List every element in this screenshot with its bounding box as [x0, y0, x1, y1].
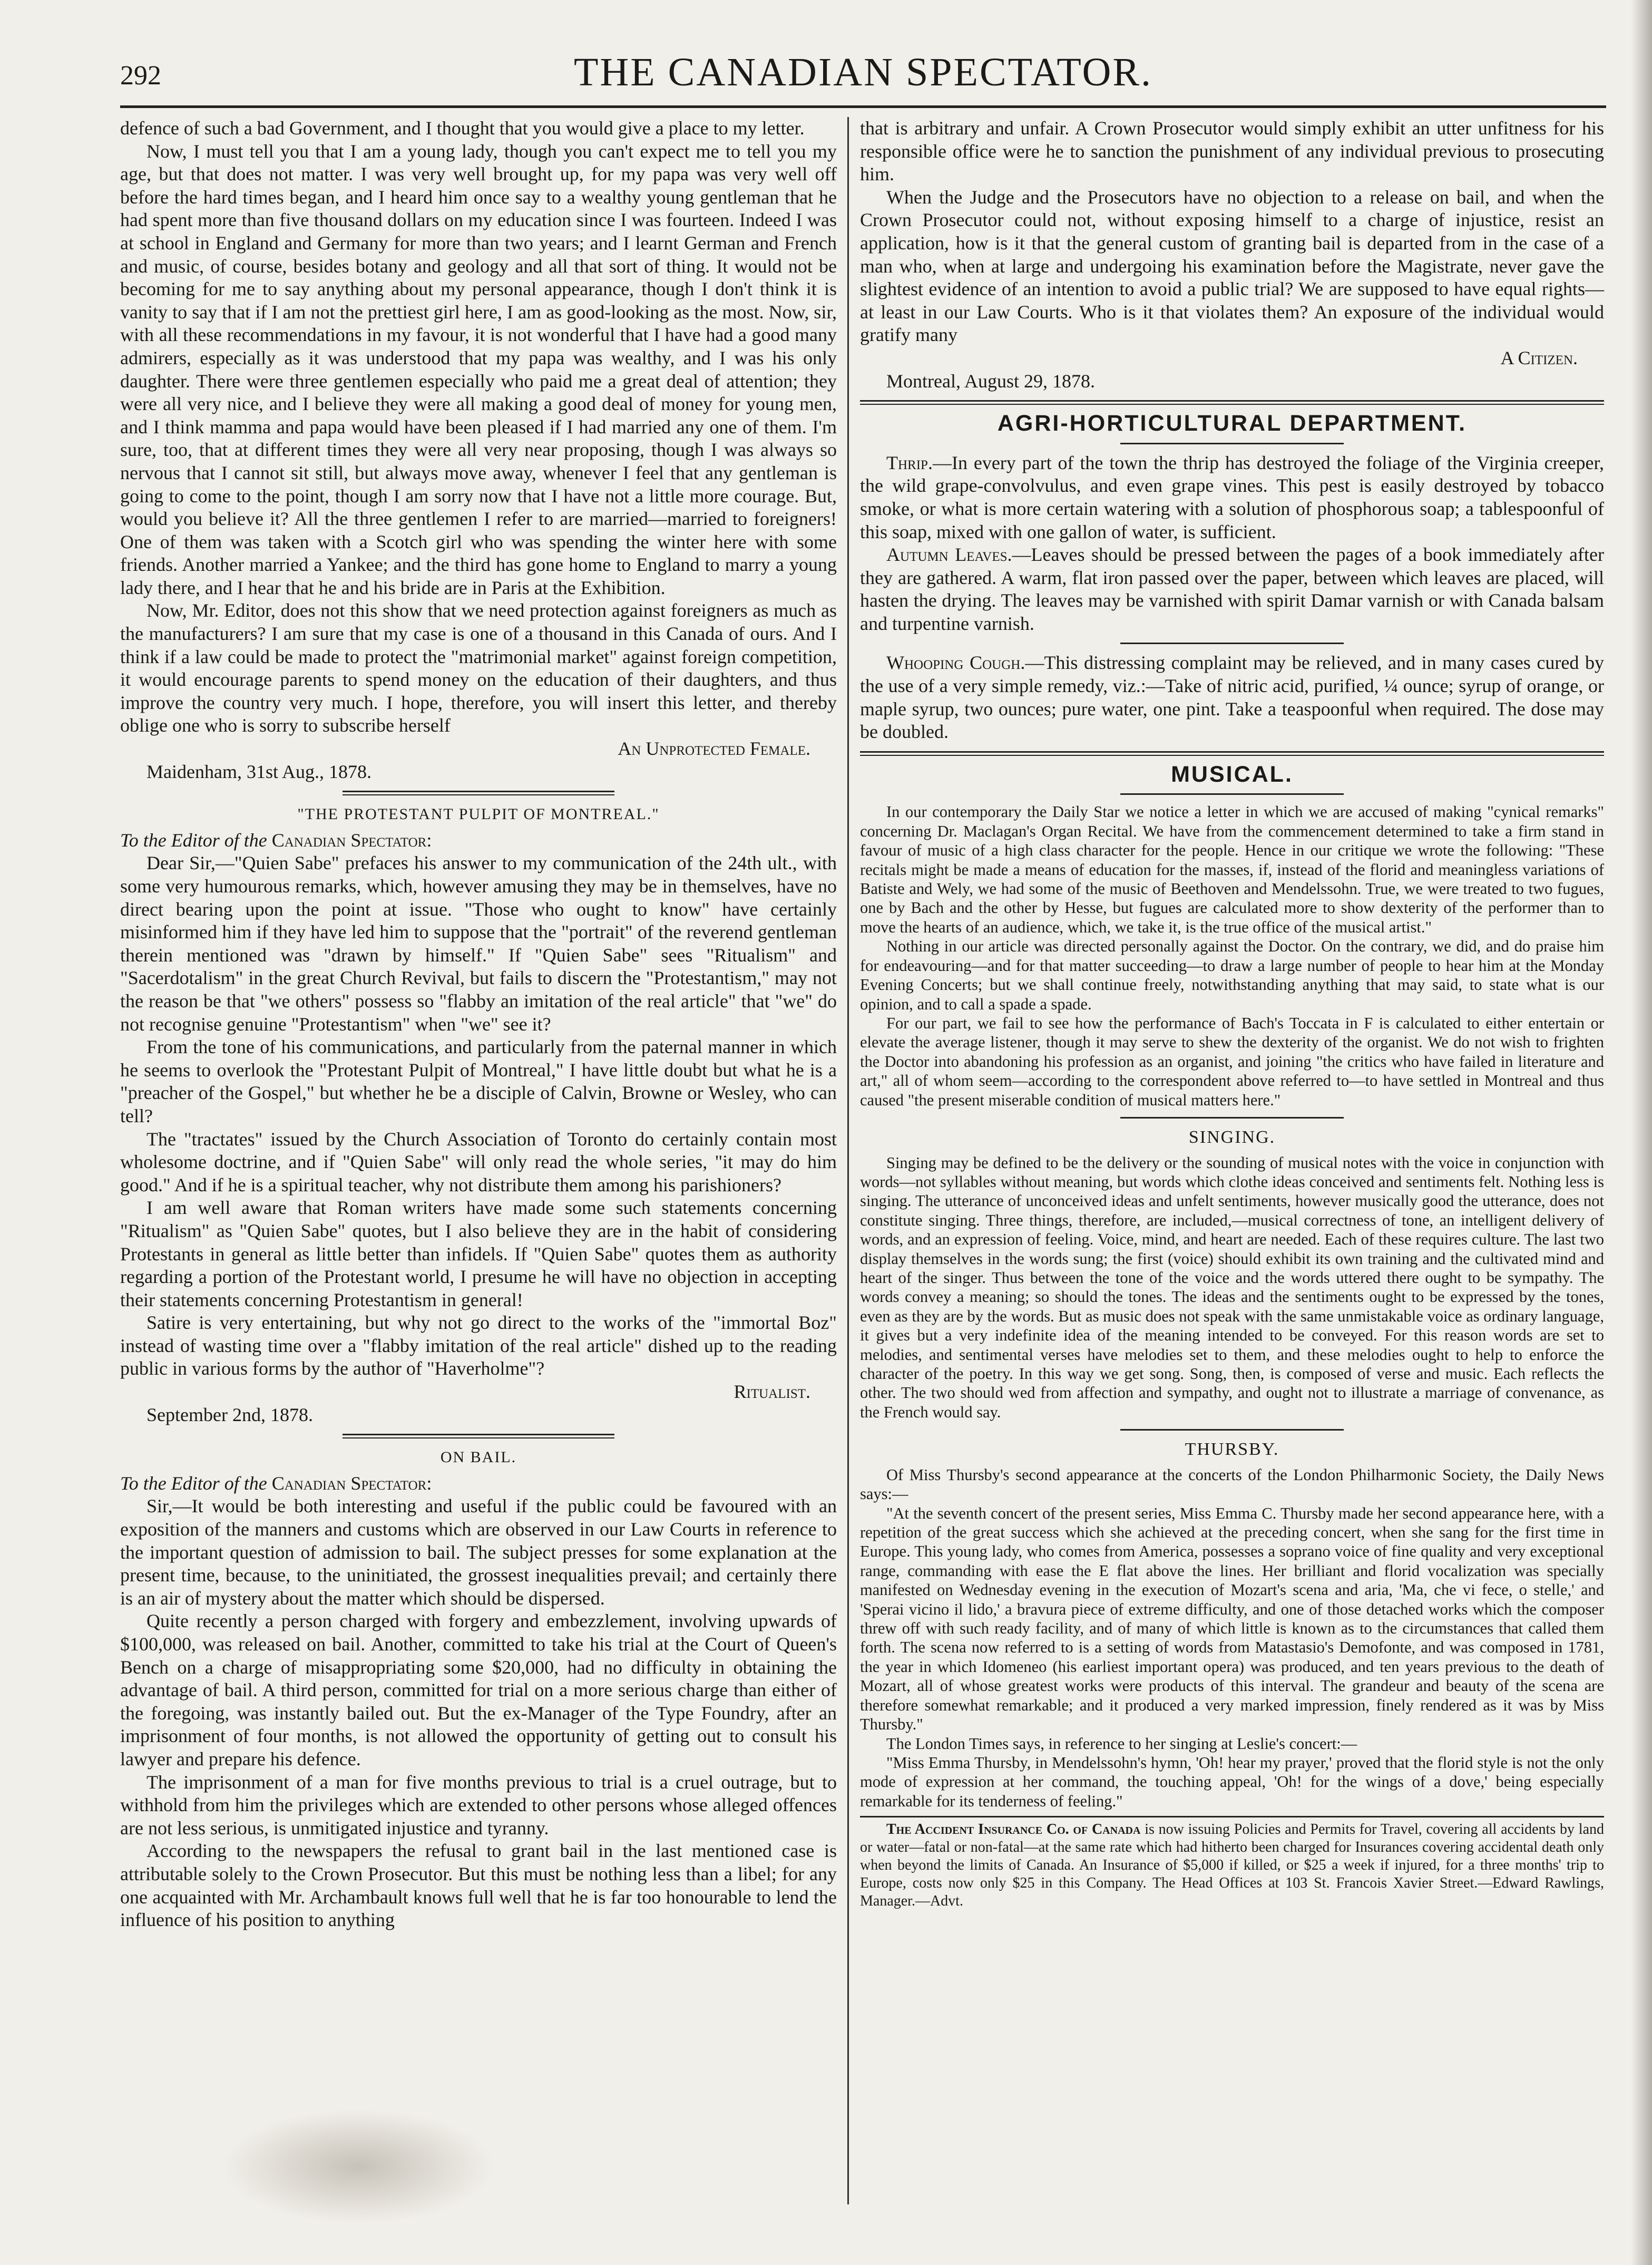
paper-stain — [221, 2108, 495, 2224]
section-divider — [1120, 643, 1344, 644]
advertisement-text — [860, 1821, 1604, 1910]
letter3-salutation — [120, 1472, 837, 1495]
left-column — [120, 117, 837, 1932]
cough-text: —This distressing complaint may be relieved, and in many cases cured by the use of a very simple remedy, viz.:—Take of nitric acid, purified, ¼ ounce; syrup of orange, or maple syrup, two ounces; pure water, one pint. Take a teaspoonful when required. The dose may be doubled. — [860, 652, 1604, 743]
autumn-label: Autumn Leaves. — [886, 544, 1012, 566]
letter1-paragraph-1: defence of such a bad Government, and I thought that you would give a place to my letter. — [120, 118, 805, 139]
publication-name: Canadian Spectator: — [271, 829, 432, 851]
advertisement-body: is now issuing Policies and Permits for Travel, covering all accidents by land or water—fatal or non-fatal—at the same rate which had hitherto been charged for Insurances covering accidental death only when beyond the limits of Canada. An Insurance of $5,000 if killed, or $25 a week if injured, for a three months' trip to Europe, costs now only $25 in this Company. The Head Offices at 103 St. Francois Xavier Street.—Edward Rawlings, Manager.—Advt. — [860, 1821, 1604, 1910]
thursby-heading: THURSBY. — [1185, 1440, 1279, 1460]
thursby-paragraph-4: "Miss Emma Thursby, in Mendelssohn's hymn, 'Oh! hear my prayer,' proved that the florid style is not the only mode of expression at her command, the touching appeal, 'Oh! for the wings of a dove,' being especially remarkable for its tenderness of feeling." — [860, 1753, 1604, 1810]
right-column — [860, 117, 1604, 1910]
heading-rule — [1120, 443, 1344, 444]
thursby-paragraph-1: Of Miss Thursby's second appearance at the concerts of the London Philharmonic Society, the Daily News says:— — [860, 1465, 1604, 1503]
letter3-paragraph-4: According to the newspapers the refusal to grant bail in the last mentioned case is attributable solely to the Crown Prosecutor. But this must be nothing less than a libel; for any one acquainted with Mr. Archambault knows full well that he is far too honourable to lend the influence of his position to anything — [120, 1840, 837, 1931]
to-editor-label: To the Editor of the — [120, 1472, 267, 1494]
agri-autumn-leaves — [860, 543, 1604, 635]
page-edge-shadow — [1631, 0, 1652, 2265]
section-divider — [343, 791, 615, 795]
letter2-signature: Ritualist. — [734, 1381, 810, 1403]
singing-heading: SINGING. — [1188, 1127, 1276, 1147]
advertisement-company: The Accident Insurance Co. of Canada — [886, 1821, 1141, 1838]
letter3-paragraph-2: Quite recently a person charged with forgery and embezzlement, involving upwards of $100,000, was released on bail. Another, committed to take his trial at the Court of Queen's Bench on a charge of misappropriating some $20,000, had no difficulty in obtaining the advantage of bail. A third person, committed for trial on a more serious charge than either of the foregoing, was instantly bailed out. But the ex-Manager of the Type Foundry, after an imprisonment of four months, is not allowed the opportunity of getting out to consult his lawyer and prepare his defence. — [120, 1610, 837, 1770]
bail-continued-paragraph-2: When the Judge and the Prosecutors have no objection to a release on bail, and when the Crown Prosecutor could not, without exposing himself to a charge of injustice, resist an application, how is it that the general custom of granting bail is departed from in the case of a man who, when at large and undergoing his examination before the Magistrate, never gave the slightest evidence of an intention to avoid a public trial? We are supposed to have equal rights—at least in our Law Courts. Who is it that violates them? An exposure of the individual would gratify many — [860, 186, 1604, 346]
section-divider — [1120, 1117, 1344, 1119]
letter2-heading: "THE PROTESTANT PULPIT OF MONTREAL." — [297, 805, 660, 823]
musical-body — [860, 802, 1604, 1110]
letter1-paragraph-2: Now, I must tell you that I am a young lady, though you can't expect me to tell you my age, but that does not matter. I was very well brought up, for my papa was very well off before the hard times began, and I heard him once say to a wealthy young gentleman that he had spent more than five thousand dollars on my education since I was fourteen. Indeed I was at school in England and Germany for more than two years; and I learnt German and French and music, of course, besides botany and geology and all that sort of thing. It would not be becoming for me to say anything about my personal appearance, though I don't think it is vanity to say that if I am not the prettiest girl here, I am as good-looking as the most. Now, sir, with all these recommendations in my favour, it is not wonderful that I have had a good many admirers, especially as it was understood that my papa was wealthy, and I was his only daughter. There were three gentlemen especially who paid me a great deal of attention; they were all very nice, and I believe they were all making a good deal of money for young men, and I think mamma and papa would have been pleased if I had married any one of them. I'm sure, too, that at different times they were all very near proposing, though I was always so nervous that I cannot sit still, but always move away, whenever I feel that any gentleman is going to come to the point, though I am sorry now that I have not a little more courage. But, would you believe it? All the three gentlemen I refer to are married—married to foreigners! One of them was taken with a Scotch girl who was spending the winter here with some friends. Another married a Yankee; and the third has gone home to England to marry a young lady there, and I hear that he and his bride are in Paris at the Exhibition. — [120, 140, 837, 598]
page-number: 292 — [120, 61, 161, 91]
musical-paragraph-2: Nothing in our article was directed personally against the Doctor. On the contrary, we did, and do praise him for endeavouring—and for that matter succeeding—to draw a large number of people to hear him at the Monday Evening Concerts; but we shall continue freely, notwithstanding anything that may said, to state what is our opinion, and to call a spade a spade. — [860, 937, 1604, 1013]
singing-body — [860, 1153, 1604, 1422]
heading-rule — [1120, 793, 1344, 795]
letter2-paragraph-5: Satire is very entertaining, but why not go direct to the works of the "immortal Boz" instead of wasting time over a "flabby imitation of the real article" dished up to the reading public in various forms by the author of "Haverholme"? — [120, 1312, 837, 1379]
publication-name: Canadian Spectator: — [271, 1472, 432, 1494]
agri-whooping-cough — [860, 652, 1604, 743]
cough-label: Whooping Cough. — [886, 652, 1025, 674]
letter2-paragraph-3: The "tractates" issued by the Church Association of Toronto do certainly contain most wholesome doctrine, and if "Quien Sabe" will only read the whole series, "it may do him good." And if he is a spiritual teacher, why not distribute them among his parishioners? — [120, 1128, 837, 1195]
agri-thrip — [860, 452, 1604, 543]
section-divider — [860, 751, 1604, 756]
letter3-paragraph-3: The imprisonment of a man for five months previous to trial is a cruel outrage, but to withhold from him the privileges which are extended to other persons whose alleged offences are not less serious, is unmitigated injustice and tyranny. — [120, 1771, 837, 1839]
letter2-dateline: September 2nd, 1878. — [146, 1404, 313, 1425]
thrip-label: Thrip. — [886, 452, 933, 473]
letter3-heading: ON BAIL. — [440, 1449, 517, 1466]
letter1-dateline: Maidenham, 31st Aug., 1878. — [146, 761, 372, 782]
letter2-salutation — [120, 829, 837, 852]
letter1-paragraph-3: Now, Mr. Editor, does not this show that we need protection against foreigners as much as the manufacturers? I am sure that my case is one of a thousand in this Canada of ours. And I think if a law could be made to protect the "matrimonial market" against foreign competition, it would encourage parents to spend money on the education of their daughters, and thus improve the country very much. I hope, therefore, you will insert this letter, and thereby oblige one who is sorry to subscribe herself — [120, 600, 837, 736]
bail-dateline: Montreal, August 29, 1878. — [886, 370, 1095, 392]
musical-heading: MUSICAL. — [1171, 761, 1293, 787]
musical-paragraph-1: In our contemporary the Daily Star we notice a letter in which we are accused of making "cynical remarks" concerning Dr. Maclagan's Organ Recital. We have from the commencement determined to take a firm stand in favour of music of a high class character for the people. Hence in our critique we wrote the following: "These recitals might be made a means of education for the masses, if, instead of the florid and meaningless variations of Batiste and Wely, we had some of the music of Beethoven and Mendelssohn. True, we were treated to two fugues, one by Bach and the other by Hesse, but fugues are calculated more to show dexterity of the performer than to move the hearts of an audience, which, we take it, is the true office of the musical artist." — [860, 803, 1604, 936]
letter2-paragraph-1: Dear Sir,—"Quien Sabe" prefaces his answer to my communication of the 24th ult., with some very humourous remarks, which, however amusing they may be in themselves, have no direct bearing upon the point at issue. "Those who ought to know" have certainly misinformed him if they have led him to suppose that the "portrait" of the reverend gentleman therein mentioned was "drawn by himself." If "Quien Sabe" sees "Ritualism" and "Sacerdotalism" in the great Church Revival, but fails to discern the "Protestantism," may not the reason be that "we others" possess so "flabby an imitation of the real article" that "we" do not recognise genuine "Protestantism" when "we" see it? — [120, 852, 837, 1035]
header-rule — [120, 105, 1606, 108]
letter1-signature: An Unprotected Female. — [618, 738, 810, 760]
agri-heading: AGRI-HORTICULTURAL DEPARTMENT. — [997, 411, 1467, 436]
to-editor-label: To the Editor of the — [120, 829, 267, 851]
bail-continued-paragraph-1: that is arbitrary and unfair. A Crown Prosecutor would simply exhibit an utter unfitness for his responsible office were he to sanction the punishment of any individual previous to prosecuting him. — [860, 118, 1604, 185]
thursby-body — [860, 1465, 1604, 1811]
bail-signature: A Citizen. — [1500, 347, 1578, 368]
thursby-paragraph-2: "At the seventh concert of the present series, Miss Emma C. Thursby made her second appearance here, with a repetition of the great success which she achieved at the preceding concert, when she sang for the first time in Europe. This young lady, who comes from America, possesses a soprano voice of fine quality and very exceptional range, commanding with ease the E flat above the lines. Her brilliant and florid vocalization was specially manifested on Wednesday evening in the execution of Mozart's scena and aria, 'Ma, che vi fece, o stelle,' and 'Sperai vicino il lido,' a bravura piece of extreme difficulty, and one of those detached works which the composer threw off with such ready facility, and of many of which little is known as to the circumstances that called them forth. The scena now referred to is a setting of words from Matastasio's Demofonte, and was composed in 1781, the year in which Idomeneo (his earliest important opera) was produced, and ten years previous to the death of Mozart, all of whose greatest works were products of this interval. The grandeur and beauty of the scena are therefore somewhat remarkable; and it produced a very marked impression, finely rendered as it was by Miss Thursby." — [860, 1504, 1604, 1734]
section-divider — [1120, 1429, 1344, 1431]
insurance-advertisement — [860, 1816, 1604, 1910]
section-divider — [860, 400, 1604, 405]
letter2-paragraph-4: I am well aware that Roman writers have made some such statements concerning "Ritualism" as "Quien Sabe" quotes, but I also believe they are in the habit of considering Protestants in general as little better than infidels. If "Quien Sabe" quotes them as authority regarding a portion of the Protestant world, I presume he will have no objection in accepting their statements concerning Protestantism in general! — [120, 1197, 837, 1310]
letter2-paragraph-2: From the tone of his communications, and particularly from the paternal manner in which he seems to overlook the "Protestant Pulpit of Montreal," I have little doubt but what he is a "preacher of the Gospel," but whether he be a disciple of Calvin, Browne or Wesley, who can tell? — [120, 1036, 837, 1126]
running-title: THE CANADIAN SPECTATOR. — [573, 50, 1153, 94]
musical-paragraph-3: For our part, we fail to see how the performance of Bach's Toccata in F is calculated to either entertain or elevate the average listener, though it may serve to shew the dexterity of the organist. We do not wish to frighten the Doctor into abandoning his profession as an organist, and joining "the critics who have failed in literature and art," all of whom seem—according to the correspondent above referred to—to have settled in Montreal and thus caused "the present miserable condition of musical matters here." — [860, 1014, 1604, 1109]
column-rule — [847, 117, 849, 2204]
autumn-text: —Leaves should be pressed between the pages of a book immediately after they are gathered. A warm, flat iron passed over the paper, between which leaves are placed, will hasten the drying. The leaves may be varnished with spirit Damar varnish or with Canada balsam and turpentine varnish. — [860, 544, 1604, 634]
thursby-paragraph-3: The London Times says, in reference to her singing at Leslie's concert:— — [886, 1734, 1357, 1753]
section-divider — [343, 1434, 615, 1438]
singing-paragraph-1: Singing may be defined to be the delivery or the sounding of musical notes with the voice in conjunction with words—not syllables without meaning, but words which clothe ideas conceived and sentiments felt. Nothing less is singing. The utterance of unconceived ideas and unfelt sentiments, however musically good the utterance, does not constitute singing. Three things, therefore, are included,—musical correctness of tone, an intelligent delivery of words, and an expression of feeling. Voice, mind, and heart are needed. Each of these requires culture. The last two display themselves in the words sung; the first (voice) should exhibit its own training and the cultivated mind and heart of the singer. Thus between the tone of the voice and the words uttered there ought to be sympathy. The words convey a meaning; so should the tones. The ideas and the sentiments ought to be expressed by the tones, even as they are by the words. But as music does not speak with the same unmistakable voice as ordinary language, it gives but a very indefinite idea of the meaning intended to be conveyed. For this reason words are set to melodies, and sentimental verses have melodies set to them, and these melodies ought to help to enforce the character of the poetry. In this way we get song. Song, then, is composed of verse and music. Each reflects the other. The two should wed from affection and sympathy, and ought not to illustrate a marriage of convenance, as the French would say. — [860, 1153, 1604, 1421]
thrip-text: —In every part of the town the thrip has destroyed the foliage of the Virginia creeper, the wild grape-convolvulus, and even grape vines. This pest is easily destroyed by tobacco smoke, or what is more certain watering with a solution of phosphorous soap; a tablespoonful of this soap, mixed with one gallon of water, is sufficient. — [860, 452, 1604, 542]
letter3-paragraph-1: Sir,—It would be both interesting and useful if the public could be favoured with an exposition of the manners and customs which are observed in our Law Courts in reference to the important question of admission to bail. The subject presses for some explanation at the present time, because, to the uninitiated, the grossest inequalities prevail; and certainly there is an air of mystery about the matter which should be dispersed. — [120, 1495, 837, 1609]
page-header — [120, 44, 1606, 102]
